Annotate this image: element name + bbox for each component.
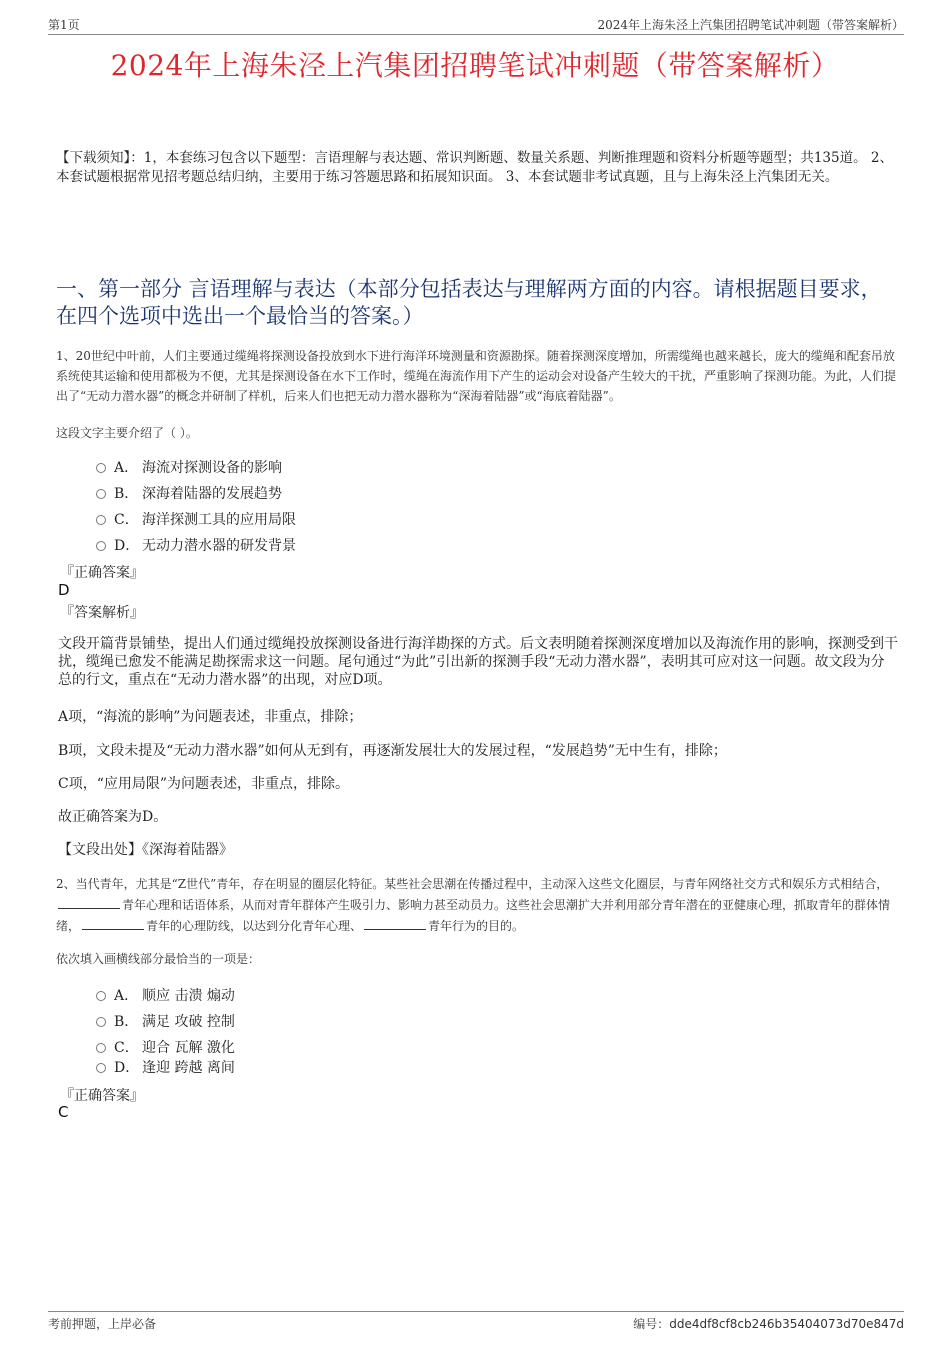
radio-icon[interactable]: [96, 515, 106, 525]
q2-answer: C: [58, 1103, 69, 1121]
blank-3[interactable]: [364, 917, 426, 930]
q2-option-b[interactable]: B． 满足 攻破 控制: [96, 1011, 235, 1031]
q1-option-a[interactable]: A． 海流对探测设备的影响: [96, 457, 282, 477]
q1-analysis-c: C项，“应用局限”为问题表述，非重点，排除。: [58, 776, 350, 792]
document-title: 2024年上海朱泾上汽集团招聘笔试冲刺题（带答案解析）: [110, 49, 840, 82]
q2-option-a[interactable]: A． 顺应 击溃 煽动: [96, 985, 235, 1005]
q1-answer: D: [58, 581, 70, 599]
q2-answer-label: 『正确答案』: [60, 1088, 144, 1104]
q1-stem: 这段文字主要介绍了（ ）。: [56, 426, 198, 440]
q1-answer-label: 『正确答案』: [60, 565, 144, 581]
document-code: 编号：dde4df8cf8cb246b35404073d70e847d: [633, 1317, 904, 1331]
blank-1[interactable]: [58, 896, 120, 909]
q1-passage: 1、20世纪中叶前，人们主要通过缆绳将探测设备投放到水下进行海洋环境测量和资源勘探。随着探测深度增加，所需缆绳也越来越长，庞大的缆绳和配套吊放系统使其运输和使用都极为不便，尤其是探测设备在水下工作时，缆绳在海流作用下产生的运动会对设备产生较大的干扰，严重影响了探测功能。为此，人们提出了“无动力潜水器”的概念并研制了样机，后来人们也把无动力潜水器称为“深海着陆器”或“海底着陆器”。: [56, 349, 897, 403]
q1-option-b[interactable]: B． 深海着陆器的发展趋势: [96, 483, 282, 503]
page-header: [48, 14, 904, 35]
radio-icon[interactable]: [96, 541, 106, 551]
footer-slogan: 考前押题，上岸必备: [48, 1317, 157, 1331]
q1-option-d[interactable]: D． 无动力潜水器的研发背景: [96, 535, 296, 555]
page-number: 第1页: [48, 18, 80, 32]
download-notice: 【下载须知】：1，本套练习包含以下题型：言语理解与表达题、常识判断题、数量关系题、判断推理题和资料分析题等题型；共135道。 2、本套试题根据常见招考题总结归纳，主要用于练习答题思路和拓展知识面。 3、本套试题非考试真题，且与上海朱泾上汽集团无关。: [56, 150, 893, 185]
q1-analysis-b: B项，文段未提及“无动力潜水器”如何从无到有，再逐渐发展壮大的发展过程，“发展趋势”无中生有，排除；: [58, 743, 727, 759]
q2-passage: 2、当代青年，尤其是“Z世代”青年，存在明显的圈层化特征。某些社会思潮在传播过程中，主动深入这些文化圈层，与青年网络社交方式和娱乐方式相结合，青年心理和话语体系，从而对青年群体产生吸引力、影响力甚至动员力。这些社会思潮扩大并利用部分青年潜在的亚健康心理，抓取青年的群体情绪， 青年的心理防线，以达到分化青年心理、 青年行为的目的。: [56, 877, 891, 933]
blank-2[interactable]: [82, 917, 144, 930]
q1-conclusion: 故正确答案为D。: [58, 809, 168, 825]
q1-analysis: 文段开篇背景铺垫，提出人们通过缆绳投放探测设备进行海洋勘探的方式。后文表明随着探测深度增加以及海流作用的影响，探测受到干扰，缆绳已愈发不能满足勘探需求这一问题。尾句通过“为此”引出新的探测手段“无动力潜水器”，表明其可应对这一问题。故文段为分总的行文，重点在“无动力潜水器”的出现，对应D项。: [58, 636, 898, 688]
radio-icon[interactable]: [96, 489, 106, 499]
radio-icon[interactable]: [96, 1063, 106, 1073]
q2-stem: 依次填入画横线部分最恰当的一项是：: [56, 952, 261, 966]
radio-icon[interactable]: [96, 1017, 106, 1027]
q2-option-c[interactable]: C． 迎合 瓦解 激化: [96, 1037, 235, 1057]
q1-source: 【文段出处】《深海着陆器》: [58, 842, 233, 858]
q2-option-d[interactable]: D． 逢迎 跨越 离间: [96, 1057, 235, 1077]
section-heading: 一、第一部分 言语理解与表达（本部分包括表达与理解两方面的内容。请根据题目要求，在四个选项中选出一个最恰当的答案。）: [56, 277, 882, 328]
header-doc-title: 2024年上海朱泾上汽集团招聘笔试冲刺题（带答案解析）: [597, 18, 904, 32]
radio-icon[interactable]: [96, 1043, 106, 1053]
page-footer: [48, 1311, 904, 1334]
radio-icon[interactable]: [96, 463, 106, 473]
radio-icon[interactable]: [96, 991, 106, 1001]
q1-analysis-label: 『答案解析』: [60, 605, 144, 621]
q1-analysis-a: A项，“海流的影响”为问题表述，非重点，排除；: [58, 709, 363, 725]
q1-option-c[interactable]: C． 海洋探测工具的应用局限: [96, 509, 296, 529]
